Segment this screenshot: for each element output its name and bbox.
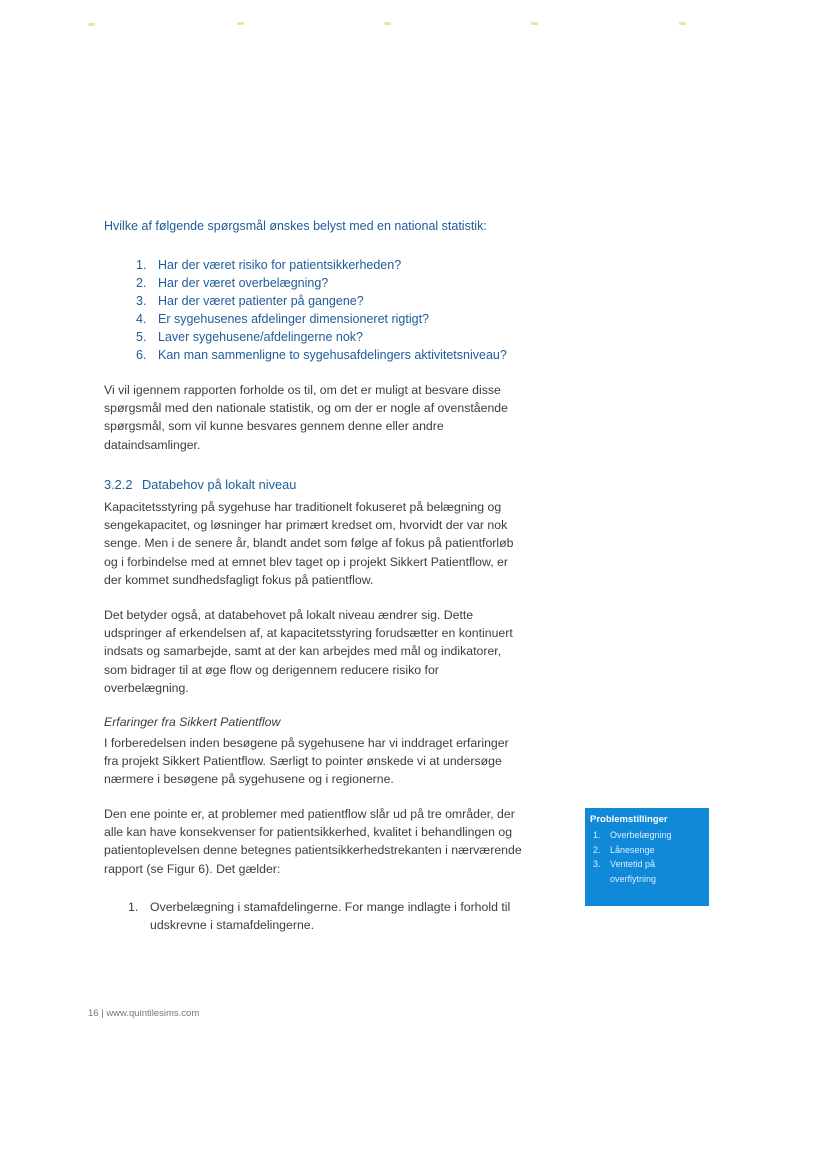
list-item: 2. Lånesenge: [593, 844, 655, 855]
scan-artifact: [531, 22, 538, 25]
section-title: Databehov på lokalt niveau: [142, 477, 297, 492]
intro-question: Hvilke af følgende spørgsmål ønskes belyst med en national statistik:: [104, 219, 487, 233]
sidebar-problem-box: [585, 808, 709, 906]
paragraph-intro: Vi vil igennem rapporten forholde os til, om det er muligt at besvare disse spørgsmål med den nationale statistik, og om der er nogle af ovenstående spørgsmål, som vil kunne besvares gennem denne eller andre dataindsamlinger.: [104, 383, 508, 452]
scan-artifact: [679, 22, 686, 25]
list-item: 1. Overbelægning: [593, 830, 672, 840]
list-item: 6. Kan man sammenligne to sygehusafdelingers aktivitetsniveau?: [136, 348, 507, 362]
page-footer: 16 | www.quintilesims.com: [88, 1008, 200, 1019]
numbered-item: 1. Overbelægning i stamafdelingerne. For mange indlagte i forhold til udskrevne i stamafdelingerne.: [128, 900, 511, 933]
scan-artifact: [384, 22, 391, 25]
sidebox-title: Problemstillinger: [590, 814, 668, 825]
paragraph-capacity: Kapacitetsstyring på sygehuse har traditionelt fokuseret på belægning og sengekapacitet, og løsninger har primært kredset om, hvorvidt der var nok senge. Men i de senere år, blandt andet som følge af fokus på patientforløb og i forbindelse med at emnet blev taget op i projekt Sikkert Patientflow, er der kommet sundhedsfagligt fokus på patientflow.: [104, 500, 514, 587]
paragraph-data-need: Det betyder også, at databehovet på lokalt niveau ændrer sig. Dette udspringer af erkendelsen af, at kapacitetsstyring forudsætter en kontinuert indsats og samarbejde, samt at der kan arbejdes med mål og indikatorer, som bidrager til at øge flow og derigennem reducere risiko for overbelægning.: [104, 608, 513, 695]
list-item: 5. Laver sygehusene/afdelingerne nok?: [136, 330, 364, 344]
section-heading: [104, 477, 296, 492]
list-item: 2. Har der været overbelægning?: [136, 276, 329, 290]
paragraph-pointer: Den ene pointe er, at problemer med patientflow slår ud på tre områder, der alle kan have konsekvenser for patientsikkerhed, kvalitet i behandlingen og patientoplevelsen denne betegnes patientsikkerhedstrekanten i nærværende rapport (se Figur 6). Det gælder:: [104, 807, 522, 876]
section-number: 3.2.2: [104, 477, 133, 492]
paragraph-experience: I forberedelsen inden besøgene på sygehusene har vi inddraget erfaringer fra projekt Sikkert Patientflow. Særligt to pointer ønskede vi at undersøge nærmere i besøgene på sygehusene og i regionerne.: [104, 736, 509, 787]
sidebox-list: [593, 828, 672, 886]
item-number: 1.: [128, 900, 139, 914]
question-list: [136, 256, 507, 364]
list-item: 3. Har der været patienter på gangene?: [136, 294, 364, 308]
subheading: Erfaringer fra Sikkert Patientflow: [104, 715, 281, 729]
list-item: 1. Har der været risiko for patientsikkerheden?: [136, 258, 402, 272]
list-item: 3. Ventetid på overflytning: [593, 859, 657, 884]
list-item: 4. Er sygehusenes afdelinger dimensioneret rigtigt?: [136, 312, 429, 326]
scan-artifact: [88, 23, 95, 26]
scan-artifact: [237, 22, 244, 25]
